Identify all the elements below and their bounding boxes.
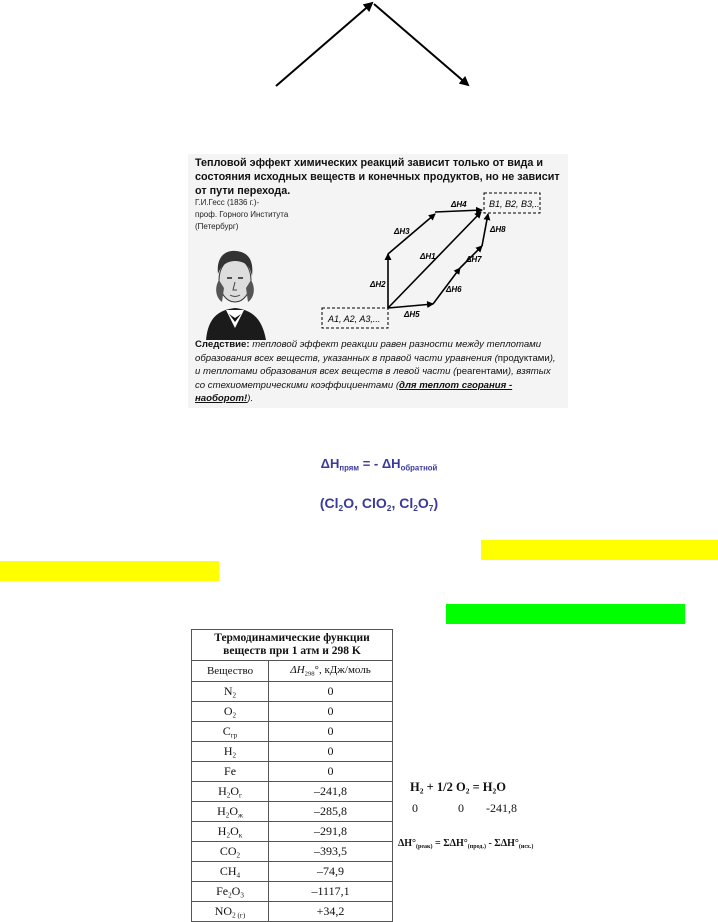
arrow-up-right <box>276 3 372 86</box>
reaction-part: O <box>496 780 507 794</box>
top-arrows-diagram <box>0 0 718 100</box>
oxide-text: O <box>417 495 429 511</box>
formula-sub: (реак) <box>416 844 433 851</box>
thermodynamic-table <box>191 629 393 922</box>
end-state-label: B1, B2, B3,.. <box>489 199 540 209</box>
col-enthalpy-header <box>269 661 393 682</box>
substance-formula-part: ж <box>238 811 243 820</box>
substance-cell <box>192 882 269 902</box>
enthalpy-value-cell: –74,9 <box>269 862 393 882</box>
substance-formula-part: 4 <box>236 871 241 880</box>
table-body <box>192 682 393 922</box>
substance-formula-part: 2 (г) <box>232 911 246 920</box>
substance-formula-part: 2 <box>232 711 237 720</box>
label-h2: ΔH2 <box>370 280 386 289</box>
enthalpy-value-cell: –291,8 <box>269 822 393 842</box>
substance-formula-part: к <box>238 831 243 840</box>
hess-law-statement: Тепловой эффект химических реакций зависит только от вида и состояния исходных веществ и конечных продуктов, но не зависит от пути перехода. <box>195 157 560 197</box>
substance-formula-part: 2 <box>236 851 241 860</box>
substance-formula-part: O <box>231 883 241 898</box>
label-h7: ΔH7 <box>466 255 482 264</box>
table-row <box>192 762 393 782</box>
substance-formula-part: O <box>230 783 239 798</box>
formula-part: - ΣΔH° <box>485 838 519 849</box>
bio-line: (Петербург) <box>195 222 239 231</box>
enthalpy-value-cell: –1117,1 <box>269 882 393 902</box>
reaction-value: -241,8 <box>486 801 517 815</box>
formula-sub: (исх.) <box>518 844 534 851</box>
highlight-bar-green <box>446 604 685 624</box>
oxide-text: (Cl <box>319 495 339 511</box>
oxide-sub: 2 <box>338 502 344 513</box>
consequence-text: тепловой эффект реакции равен разности между теплотами образования всех веществ, указанных в правой части уравнения ( <box>195 339 542 364</box>
consequence-text: ), взятых со стехиометрическими коэффициентами ( <box>195 366 551 391</box>
substance-cell <box>192 762 269 782</box>
substance-formula-part: CO <box>219 843 237 858</box>
reaction-sub: 2 <box>465 786 470 796</box>
substance-formula-part: Fe <box>216 883 229 898</box>
substance-formula-part: 2 <box>226 791 231 800</box>
substance-formula-part: N <box>223 683 233 698</box>
reaction-part: = H <box>469 780 493 794</box>
oxide-text: O, ClO <box>343 495 387 511</box>
hess-bio <box>195 197 315 233</box>
table-row <box>192 862 393 882</box>
reaction-equation <box>410 780 610 796</box>
enthalpy-sub: 298 <box>304 670 315 678</box>
hess-consequence-formula <box>398 838 598 850</box>
hess-consequence <box>195 338 563 406</box>
substance-cell <box>192 802 269 822</box>
dh-equals: = - ΔH <box>359 456 401 471</box>
enthalpy-value-cell: 0 <box>269 702 393 722</box>
substance-cell <box>192 842 269 862</box>
highlight-bar-yellow <box>481 540 718 560</box>
consequence-text: ), и теплотами образования всех веществ в левой части ( <box>195 352 556 377</box>
dh-reverse-sub: обратной <box>400 463 438 473</box>
label-h5: ΔH5 <box>404 310 420 319</box>
substance-cell <box>192 782 269 802</box>
substance-formula-part: Fe <box>224 764 237 778</box>
enthalpy-value-cell: –393,5 <box>269 842 393 862</box>
table-row <box>192 842 393 862</box>
oxide-sub: 2 <box>413 502 418 513</box>
substance-formula-part: 3 <box>240 891 244 900</box>
label-h6: ΔH6 <box>446 285 462 294</box>
label-h1: ΔH1 <box>420 252 436 261</box>
substance-formula-part: г <box>239 791 242 800</box>
consequence-text: ). <box>247 393 254 404</box>
substance-formula-part: 2 <box>232 751 237 760</box>
bio-line: Г.И.Гесс (1836 г.)- <box>195 198 260 207</box>
substance-formula-part: O <box>230 823 239 838</box>
table-row <box>192 702 393 722</box>
bio-line: проф. Горного Института <box>195 210 289 219</box>
substance-formula-part: CH <box>219 863 237 878</box>
enthalpy-value-cell: +34,2 <box>269 902 393 922</box>
substance-formula-part: H <box>217 823 227 838</box>
highlight-bar-yellow <box>0 561 219 581</box>
col-substance-header: Вещество <box>192 661 269 682</box>
label-h3: ΔH3 <box>394 227 410 236</box>
enthalpy-value-cell: –241,8 <box>269 782 393 802</box>
enthalpy-symbol: ΔH <box>290 664 305 677</box>
reaction-value: 0 <box>458 801 464 815</box>
substance-cell <box>192 862 269 882</box>
substance-formula-part: H <box>217 803 226 818</box>
enthalpy-value-cell: 0 <box>269 682 393 702</box>
reaction-sub: 2 <box>492 786 497 796</box>
table-row <box>192 742 393 762</box>
substance-formula-part: H <box>223 743 233 758</box>
substance-cell <box>192 822 269 842</box>
dh-direct-sub: прям <box>339 463 360 473</box>
enthalpy-value-cell: –285,8 <box>269 802 393 822</box>
table-row <box>192 822 393 842</box>
consequence-reagents: реагентами <box>456 366 508 377</box>
reaction-values <box>412 801 612 816</box>
oxide-sub: 2 <box>386 502 392 513</box>
table-row <box>192 882 393 902</box>
reaction-part: H <box>410 780 420 794</box>
table-row <box>192 682 393 702</box>
path-h5 <box>388 304 433 308</box>
enthalpy-value-cell: 0 <box>269 722 393 742</box>
substance-formula-part: 2 <box>232 691 237 700</box>
substance-cell <box>192 702 269 722</box>
oxide-text: ) <box>433 495 439 511</box>
substance-formula-part: 2 <box>226 831 231 840</box>
substance-formula-part: O <box>229 803 238 818</box>
substance-formula-part: 2 <box>228 891 232 900</box>
oxide-text: , Cl <box>391 495 414 511</box>
dh-symbol: ΔH <box>320 456 340 471</box>
substance-formula-part: O <box>223 703 233 718</box>
path-h4 <box>435 210 482 212</box>
substance-formula-part: C <box>222 723 231 738</box>
consequence-products: продуктами <box>497 352 550 364</box>
formula-part: = ΣΔH° <box>432 838 468 849</box>
table-row <box>192 802 393 822</box>
substance-formula-part: 2 <box>225 811 230 820</box>
formula-part: ΔH° <box>398 838 417 849</box>
enthalpy-reverse-formula <box>250 456 508 473</box>
label-h4: ΔH4 <box>451 200 467 209</box>
arrow-down-right <box>374 4 468 85</box>
consequence-lead: Следствие: <box>195 339 250 350</box>
hess-portrait <box>196 236 274 340</box>
substance-formula-part: гр <box>230 731 238 740</box>
table-caption: Термодинамические функции веществ при 1 атм и 298 K <box>192 630 393 661</box>
reaction-sub: 2 <box>419 786 424 796</box>
oxide-sub: 7 <box>428 502 434 513</box>
hess-law-slide <box>188 154 568 408</box>
substance-cell <box>192 682 269 702</box>
substance-formula-part: H <box>218 783 227 798</box>
chlorine-oxides <box>250 495 508 513</box>
table-row <box>192 782 393 802</box>
label-h8: ΔH8 <box>490 225 506 234</box>
enthalpy-value-cell: 0 <box>269 762 393 782</box>
start-state-label: A1, A2, A3,... <box>328 314 381 324</box>
formula-sub: (прод.) <box>467 844 486 851</box>
consequence-underlined: для теплот сгорания - наоборот! <box>195 379 513 404</box>
substance-cell <box>192 742 269 762</box>
path-h8 <box>482 214 488 246</box>
hess-path-diagram <box>318 192 564 332</box>
substance-formula-part: NO <box>214 903 233 918</box>
enthalpy-value-cell: 0 <box>269 742 393 762</box>
enthalpy-units: °, кДж/моль <box>314 664 371 677</box>
reaction-value: 0 <box>412 801 418 815</box>
table-row <box>192 722 393 742</box>
reaction-part: + 1/2 O <box>423 780 466 794</box>
substance-cell <box>192 722 269 742</box>
